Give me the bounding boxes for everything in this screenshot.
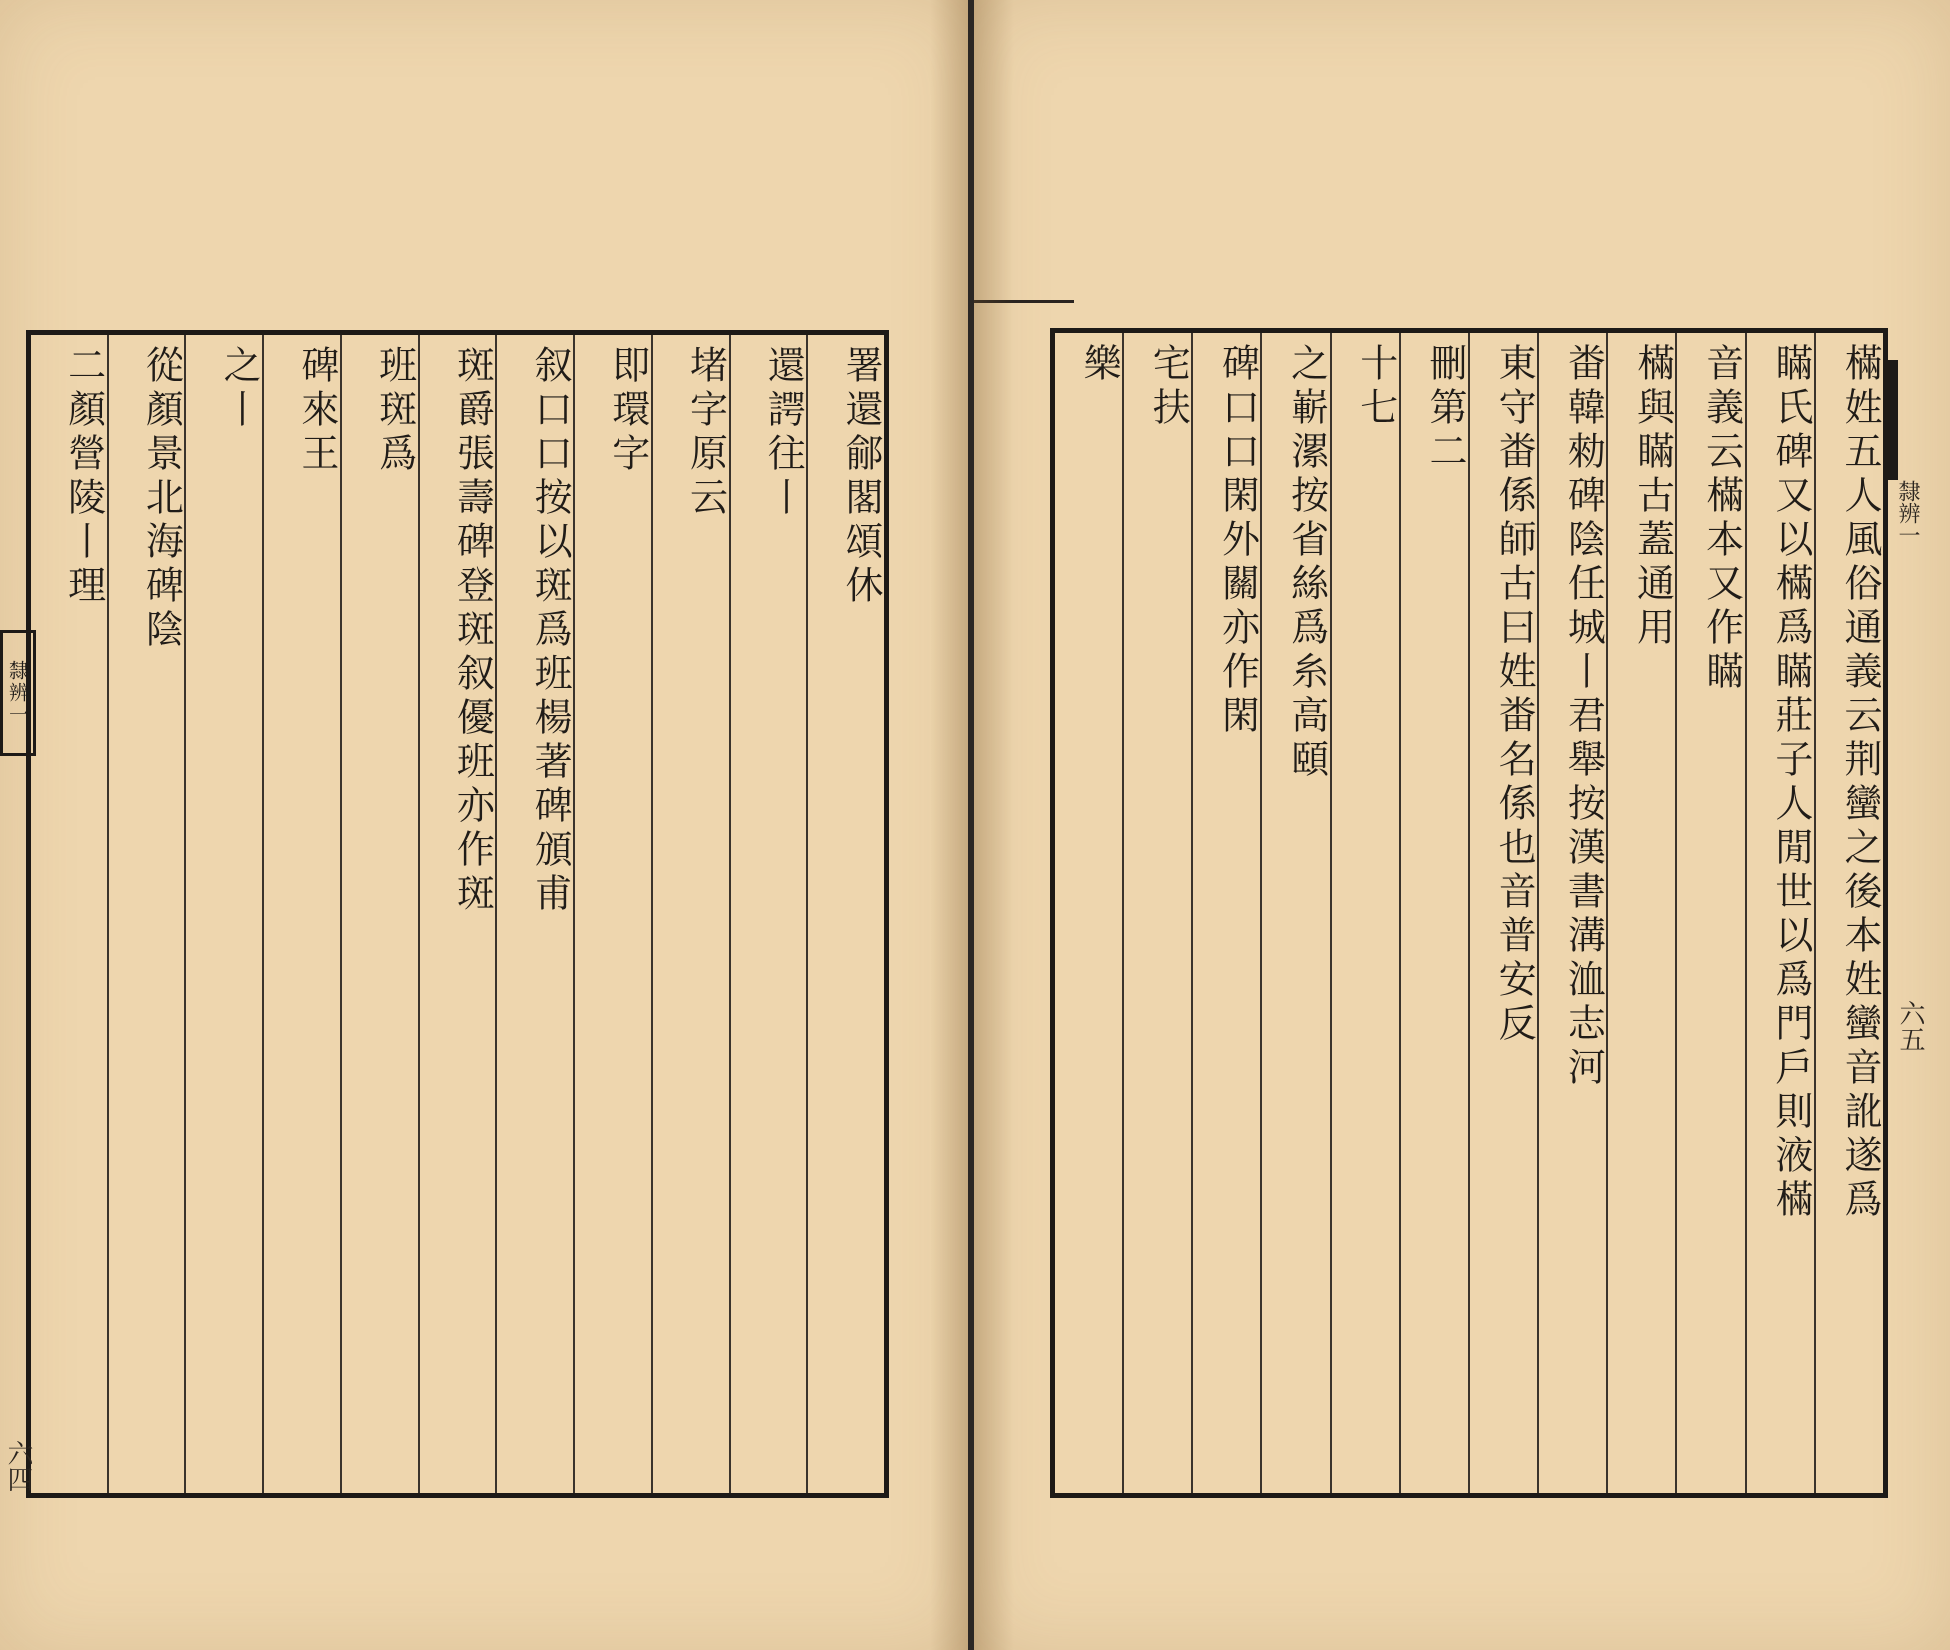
right-folio: 六五 [1895,1000,1925,1052]
left-text-frame [26,330,889,1498]
right-col-8: 十七 [1330,333,1399,1493]
right-col-6: 東守畨係師古曰姓畨名係也音普安反 [1468,333,1537,1493]
left-folio: 六四 [3,1440,33,1492]
left-col-9: 之丨 [184,335,262,1493]
left-col-5: 叙口口按以斑爲班楊著碑頒甫 [495,335,573,1493]
right-text-frame [1050,328,1888,1498]
right-col-7: 刪第二 [1399,333,1468,1493]
right-col-2: 瞞氏碑又以樠爲瞞莊子人閒世以爲門戶則液樠 [1745,333,1814,1493]
left-col-8: 碑來王 [262,335,340,1493]
left-margin-title-box [0,630,36,756]
right-col-9: 之嶄漯按省絲爲糸高頤 [1260,333,1329,1493]
right-page [974,0,1950,1650]
left-gutter-shadow [930,0,968,1650]
left-col-7: 班斑爲 [340,335,418,1493]
right-columns [1055,333,1883,1493]
right-col-10: 碑口口閑外關亦作閑 [1191,333,1260,1493]
right-fold-mark [1888,360,1898,480]
left-col-2: 還諤往丨 [729,335,807,1493]
left-col-10: 從顏景北海碑陰 [107,335,185,1493]
right-gutter-shadow [974,0,1014,1650]
left-columns [31,335,884,1493]
right-margin-title: 隸辨一 [1895,480,1920,546]
right-col-1: 樠姓五人風俗通義云荆蠻之後本姓蠻音訛遂爲 [1814,333,1883,1493]
right-col-12: 樂 [1077,343,1122,387]
right-col-5: 畨韓勑碑陰任城丨君舉按漢書溝洫志河 [1537,333,1606,1493]
left-col-6: 斑爵張壽碑登斑叙優班亦作斑 [418,335,496,1493]
left-col-3: 堵字原云 [651,335,729,1493]
left-col-4: 即環字 [573,335,651,1493]
right-col-3: 音義云樠本又作瞞 [1675,333,1744,1493]
right-col-4: 樠與瞞古蓋通用 [1606,333,1675,1493]
left-col-1: 署還鄃閣頌休 [806,335,884,1493]
left-margin-title: 隸辨一 [5,660,30,726]
left-col-11: 二顏營陵丨理 [61,345,106,609]
right-col-11: 宅扶 [1122,333,1191,1493]
left-page [0,0,968,1650]
